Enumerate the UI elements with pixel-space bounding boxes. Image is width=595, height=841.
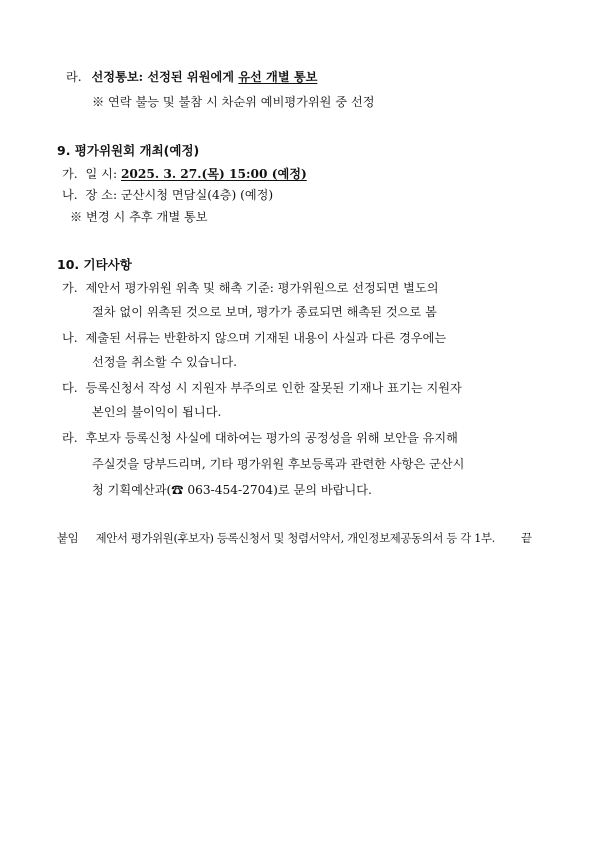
s10-heading: 10. 기타사항 [57,257,132,272]
s8-ra-line [66,69,317,85]
s9-na-marker: 나. [62,188,78,202]
s9-ga-marker: 가. [62,167,78,181]
s9-ga-label: 일 시: [85,167,121,181]
s10-item-ga-marker: 가. [62,281,78,295]
s9-ga-line [62,166,307,182]
s10-item-da-line1 [62,380,462,396]
s9-na-line [62,187,273,203]
s10-item-ra-text3: 청 기획예산과(☎ 063-454-2704)로 문의 바랍니다. [92,483,372,497]
s10-item-ra-text2: 주실것을 당부드리며, 기타 평가위원 후보등록과 관련한 사항은 군산시 [92,457,465,471]
s10-item-ga-line1 [62,280,439,296]
s10-item-ra-text1: 후보자 등록신청 사실에 대하여는 평가의 공정성을 위해 보안을 유지해 [85,431,458,445]
attachment-end: 끝 [521,531,532,545]
s8-ra-label: 선정통보: 선정된 위원에게 [91,70,239,84]
s10-item-ga-text2: 절차 없이 위촉된 것으로 보며, 평가가 종료되면 해촉된 것으로 봄 [92,305,437,319]
s10-item-ga-text1: 제안서 평가위원 위촉 및 해촉 기준: 평가위원으로 선정되면 별도의 [85,281,439,295]
s9-note: ※ 변경 시 추후 개별 통보 [70,210,208,224]
s9-ga-value: 2025. 3. 27.(목) 15:00 (예정) [120,167,307,181]
s10-item-na-line1 [62,330,446,346]
s10-item-na-marker: 나. [62,331,78,345]
s8-note: ※ 연락 불능 및 불참 시 차순위 예비평가위원 중 선정 [92,95,375,109]
attachment-text: 제안서 평가위원(후보자) 등록신청서 및 청렴서약서, 개인정보제공동의서 등 각 1부. [95,531,495,545]
s10-item-ra-line1 [62,430,458,446]
s10-item-ra-marker: 라. [62,431,78,445]
attachment-label: 붙임 [57,531,79,545]
s9-na-text: 장 소: 군산시청 면담실(4층) (예정) [85,188,274,202]
s10-item-da-marker: 다. [62,381,78,395]
s8-ra-marker: 라. [66,70,82,84]
s10-item-da-text1: 등록신청서 작성 시 지원자 부주의로 인한 잘못된 기재나 표기는 지원자 [85,381,462,395]
s8-ra-underlined: 유선 개별 통보 [238,70,318,84]
s10-item-na-text2: 선정을 취소할 수 있습니다. [92,355,238,369]
attachment-line [57,530,495,546]
s10-item-da-text2: 본인의 불이익이 됩니다. [92,405,222,419]
s10-item-na-text1: 제출된 서류는 반환하지 않으며 기재된 내용이 사실과 다른 경우에는 [85,331,447,345]
s9-heading: 9. 평가위원회 개최(예정) [57,143,200,158]
